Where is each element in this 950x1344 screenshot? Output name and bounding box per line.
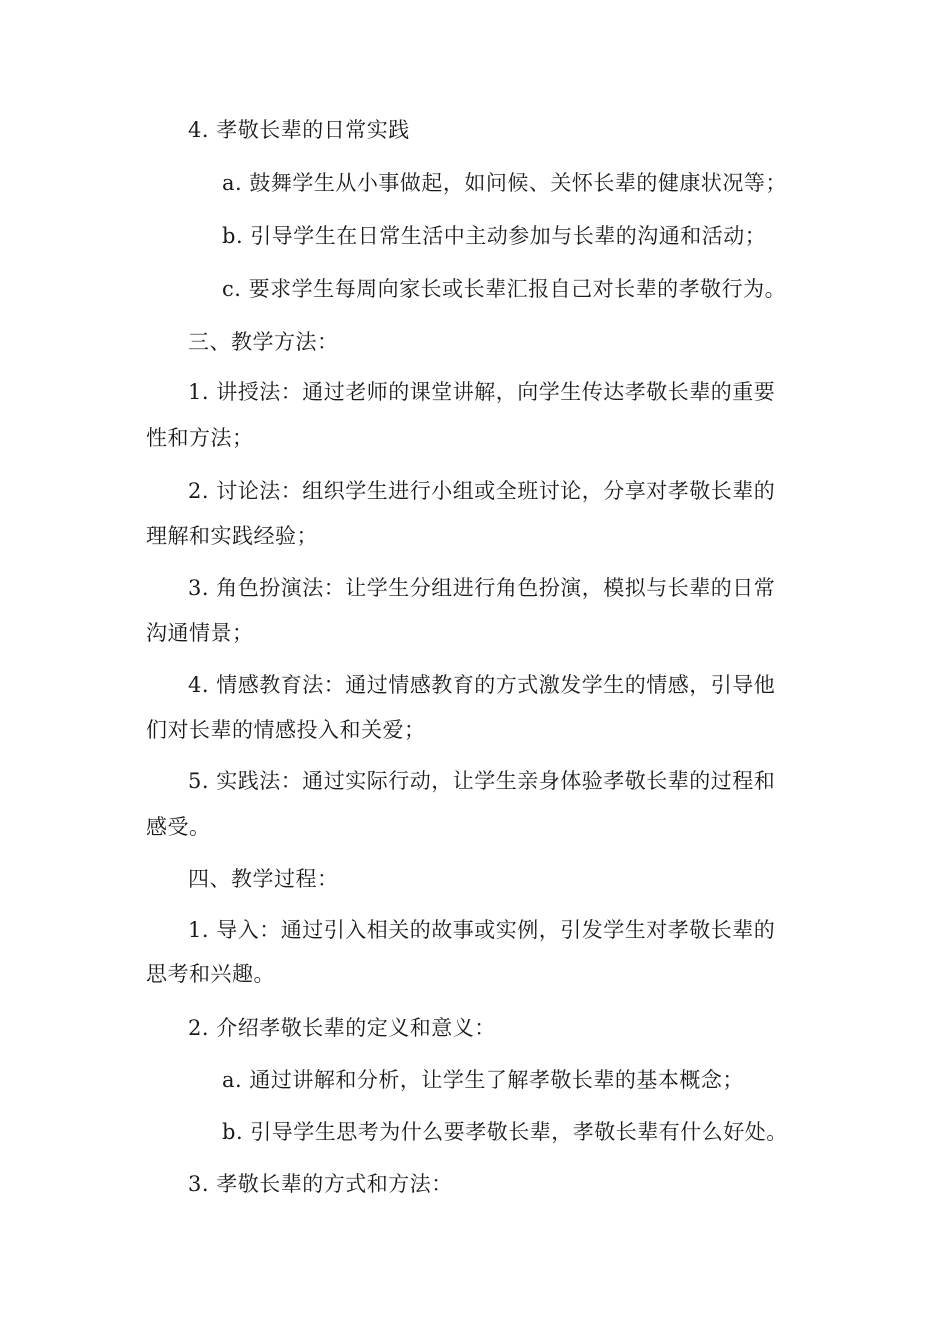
method-3-line-2: 沟通情景； <box>146 621 254 645</box>
method-1-line-2: 性和方法； <box>146 426 254 450</box>
method-2-line-2: 理解和实践经验； <box>146 524 318 548</box>
process-heading: 四、教学过程： <box>188 867 339 891</box>
method-3-line-1: 3. 角色扮演法：让学生分组进行角色扮演，模拟与长辈的日常 <box>188 576 776 600</box>
method-5-line-1: 5. 实践法：通过实际行动，让学生亲身体验孝敬长辈的过程和 <box>188 769 776 793</box>
method-1-line-1: 1. 讲授法：通过老师的课堂讲解，向学生传达孝敬长辈的重要 <box>188 380 776 404</box>
methods-heading: 三、教学方法： <box>188 330 339 354</box>
method-4-line-1: 4. 情感教育法：通过情感教育的方式激发学生的情感，引导他 <box>188 673 776 697</box>
process-1-line-2: 思考和兴趣。 <box>146 962 275 986</box>
item4-sub-b: b. 引导学生在日常生活中主动参加与长辈的沟通和活动； <box>222 224 767 248</box>
process-2-title: 2. 介绍孝敬长辈的定义和意义： <box>188 1016 496 1040</box>
process-1-line-1: 1. 导入：通过引入相关的故事或实例，引发学生对孝敬长辈的 <box>188 918 776 942</box>
method-5-line-2: 感受。 <box>146 815 211 839</box>
item4-title: 4. 孝敬长辈的日常实践 <box>188 118 410 142</box>
process-2-sub-b: b. 引导学生思考为什么要孝敬长辈，孝敬长辈有什么好处。 <box>222 1120 788 1144</box>
method-4-line-2: 们对长辈的情感投入和关爱； <box>146 718 426 742</box>
item4-sub-c: c. 要求学生每周向家长或长辈汇报自己对长辈的孝敬行为。 <box>222 277 787 301</box>
method-2-line-1: 2. 讨论法：组织学生进行小组或全班讨论，分享对孝敬长辈的 <box>188 479 776 503</box>
item4-sub-a: a. 鼓舞学生从小事做起，如问候、关怀长辈的健康状况等； <box>222 171 787 195</box>
process-2-sub-a: a. 通过讲解和分析，让学生了解孝敬长辈的基本概念； <box>222 1068 744 1092</box>
process-3-title: 3. 孝敬长辈的方式和方法： <box>188 1172 453 1196</box>
